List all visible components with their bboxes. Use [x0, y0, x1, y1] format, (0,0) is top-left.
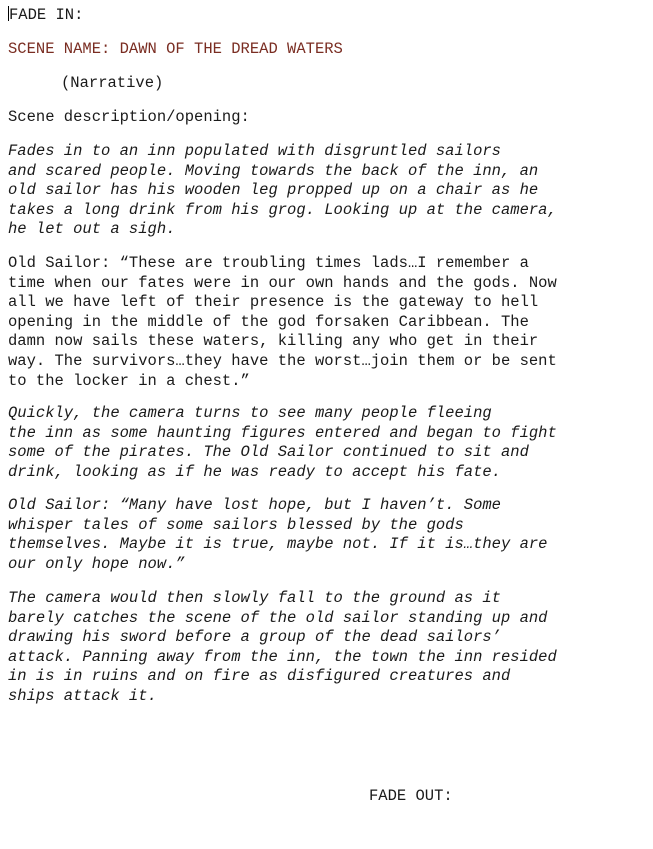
paragraph-old-sailor-dialogue-2: Old Sailor: “Many have lost hope, but I haven’t. Some whisper tales of some sailors blessed by the gods themselves. Maybe it is true, maybe not. If it is…they are our only hope now.” [8, 496, 548, 573]
paragraph-camera-turns: Quickly, the camera turns to see many people fleeing the inn as some haunting figures entered and began to fight some of the pirates. The Old Sailor continued to sit and drink, looking as if he was ready to accept his fate. [8, 404, 557, 481]
paragraph-closing-description: The camera would then slowly fall to the ground as it barely catches the scene of the old sailor standing up and drawing his sword before a group of the dead sailors’ attack. Panning away from the inn, the town the inn resided in is in ruins and on fire as disfigured creatures and ships attack it. [8, 589, 557, 705]
scene-description-heading: Scene description/opening: [8, 108, 250, 126]
fade-in-line [8, 6, 83, 26]
paragraph-opening-description: Fades in to an inn populated with disgruntled sailors and scared people. Moving towards the back of the inn, an old sailor has his wooden leg propped up on a chair as he takes a long drink from his grog. Looking up at the camera, he let out a sigh. [8, 142, 557, 239]
scene-name-heading: SCENE NAME: DAWN OF THE DREAD WATERS [8, 40, 343, 58]
fade-out-line: FADE OUT: [369, 787, 453, 805]
narrative-label: (Narrative) [61, 74, 164, 92]
fade-in-text: FADE IN: [9, 6, 84, 24]
paragraph-old-sailor-dialogue-1: Old Sailor: “These are troubling times lads…I remember a time when our fates were in our own hands and the gods. Now all we have left of their presence is the gateway to hell opening in the middle of the god forsaken Caribbean. The damn now sails these waters, killing any who get in their way. The survivors…they have the worst…join them or be sent to the locker in a chest.” [8, 254, 557, 390]
